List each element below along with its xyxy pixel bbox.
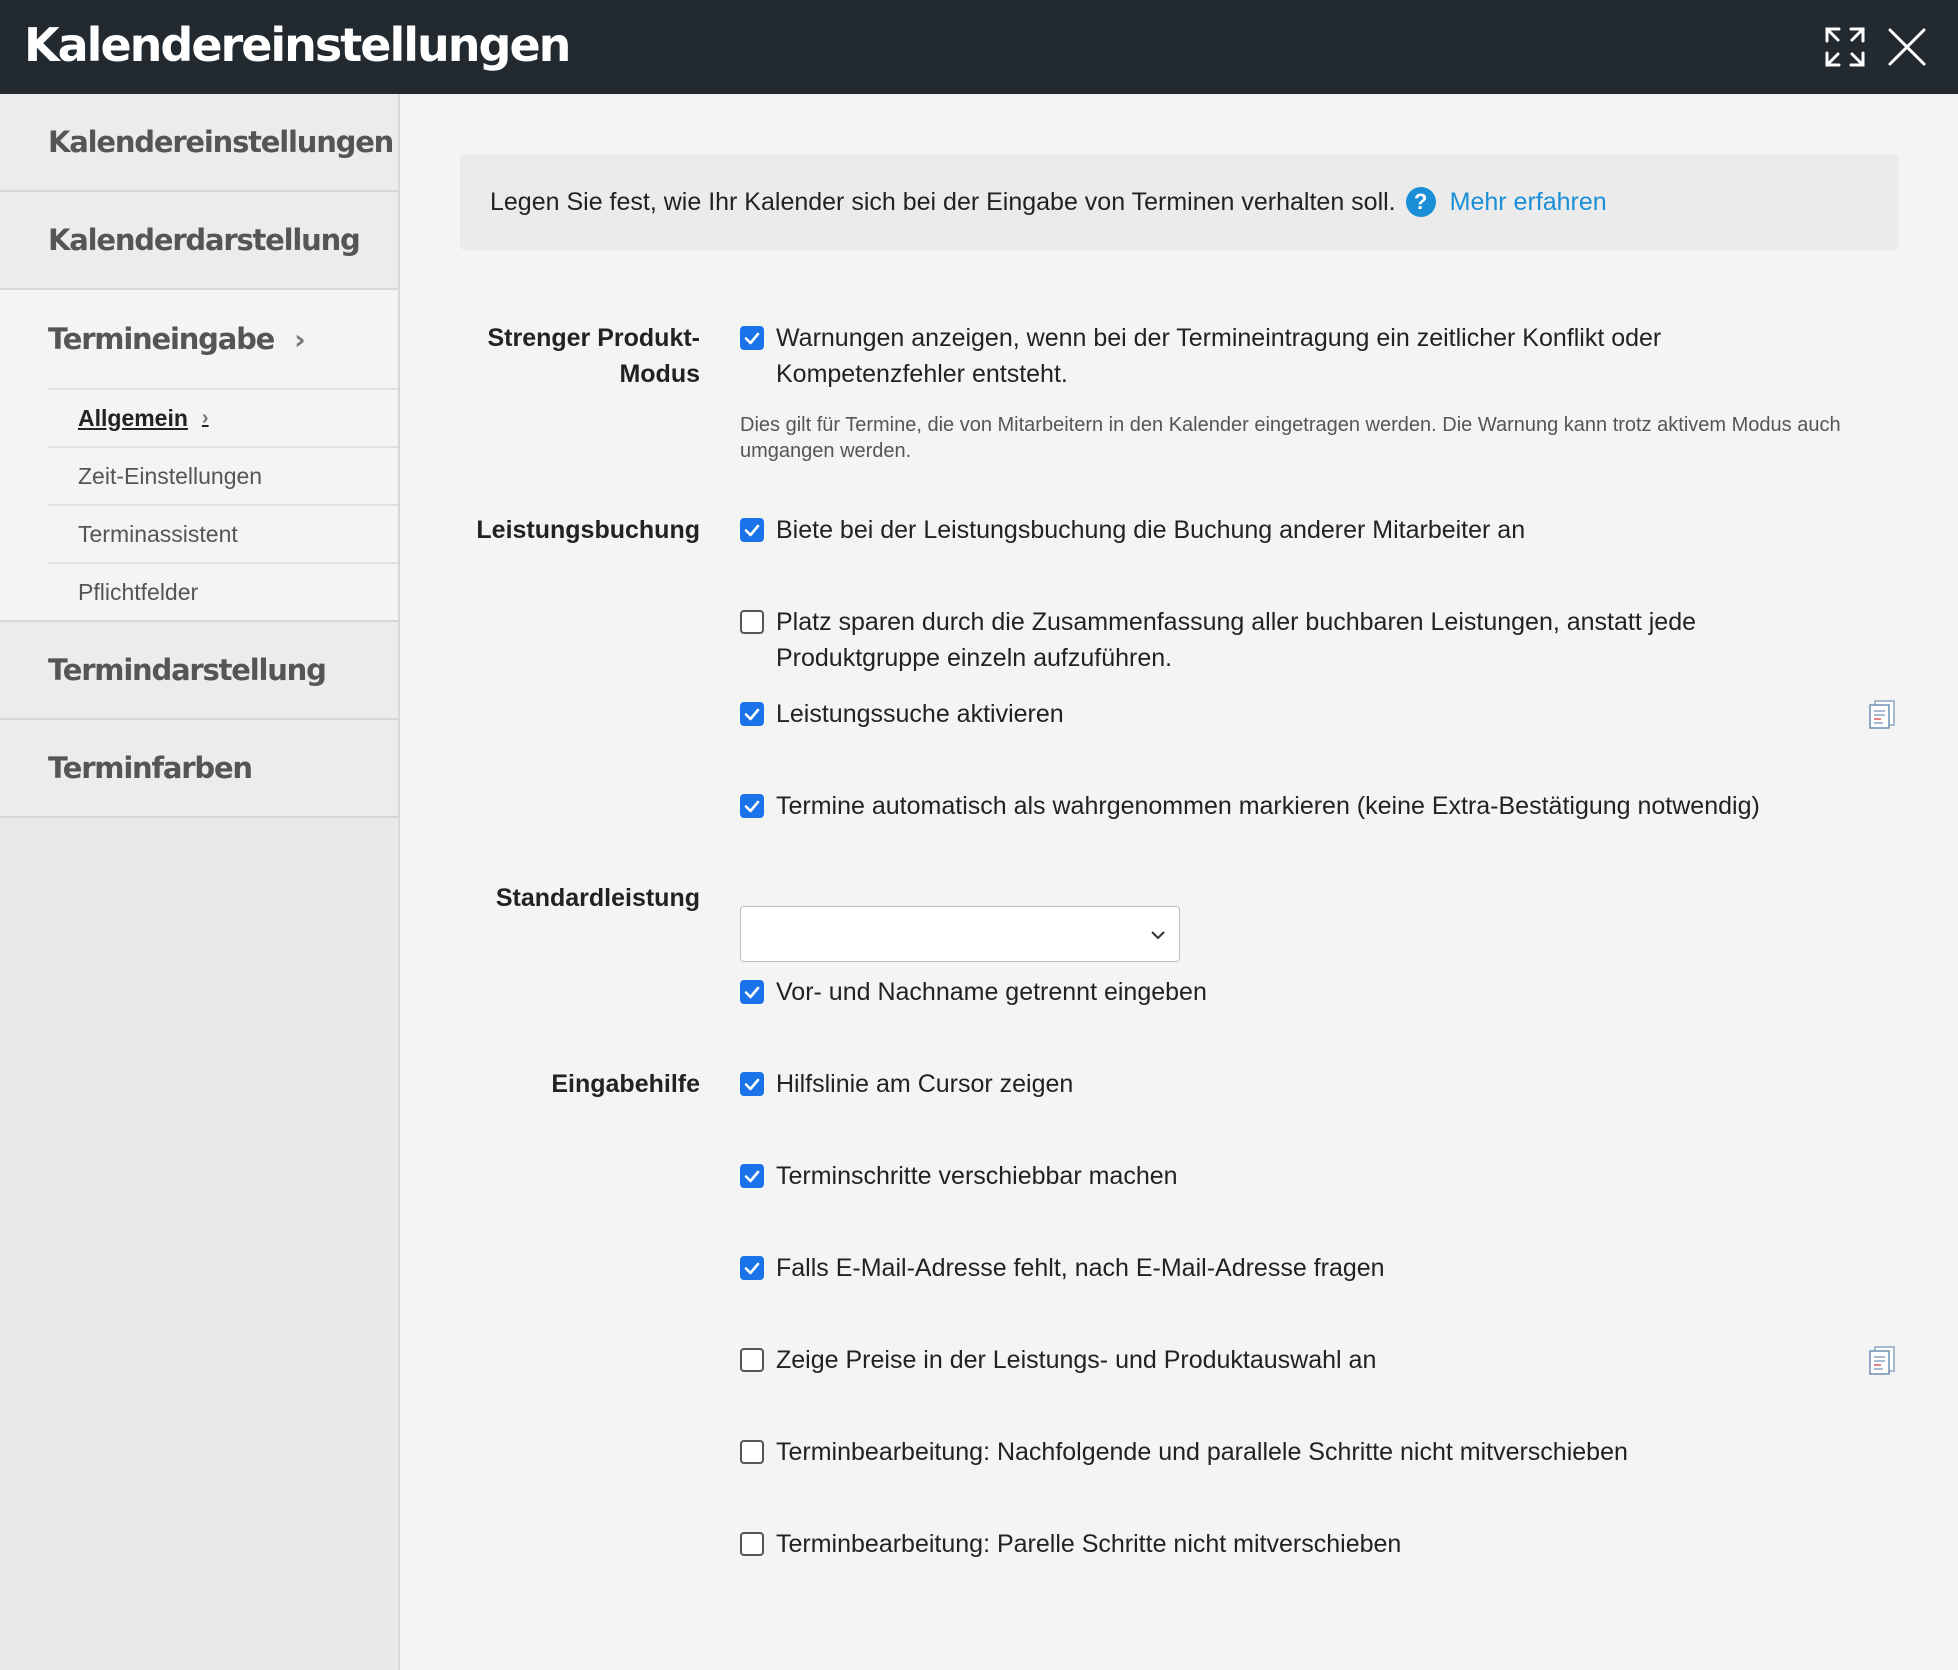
input-help-option bbox=[740, 1434, 1850, 1470]
window-title: Kalendereinstellungen bbox=[24, 18, 570, 72]
sidebar-item-termineingabe[interactable] bbox=[0, 290, 398, 388]
input-help-option bbox=[740, 1250, 1850, 1286]
sidebar-subitem-label: Terminassistent bbox=[78, 520, 238, 547]
booking-option bbox=[740, 696, 1850, 732]
booking-option bbox=[740, 788, 1850, 824]
info-text: Legen Sie fest, wie Ihr Kalender sich bei der Eingabe von Terminen verhalten soll. bbox=[490, 187, 1396, 216]
checkmark-icon bbox=[743, 1259, 761, 1277]
title-bar bbox=[0, 0, 1958, 94]
input-help-checkbox[interactable] bbox=[740, 1348, 764, 1372]
input-help-text: Terminbearbeitung: Parelle Schritte nicht mitverschieben bbox=[776, 1530, 1402, 1558]
booking-option-text: Platz sparen durch die Zusammenfassung aller buchbaren Leistungen, anstatt jede Produktgruppe einzeln aufzuführen. bbox=[776, 608, 1697, 672]
strict-mode-checkbox[interactable] bbox=[740, 326, 764, 350]
checkmark-icon bbox=[743, 983, 761, 1001]
booking-option-text: Biete bei der Leistungsbuchung die Buchung anderer Mitarbeiter an bbox=[776, 516, 1526, 544]
checkmark-icon bbox=[743, 797, 761, 815]
input-help-label: Eingabehilfe bbox=[551, 1070, 700, 1098]
input-help-option bbox=[740, 1158, 1850, 1194]
sidebar-item-termindarstellung[interactable] bbox=[0, 622, 398, 720]
input-help-checkbox[interactable] bbox=[740, 1532, 764, 1556]
checkmark-icon bbox=[743, 329, 761, 347]
sidebar-subitem-allgemein[interactable] bbox=[48, 388, 398, 446]
sidebar-subitem-zeit-einstellungen[interactable] bbox=[48, 446, 398, 504]
document-icon[interactable] bbox=[1866, 698, 1898, 730]
sidebar-subitem-pflichtfelder[interactable] bbox=[48, 562, 398, 620]
sidebar-item-label: Terminfarben bbox=[48, 751, 252, 785]
learn-more-link[interactable]: Mehr erfahren bbox=[1449, 187, 1607, 216]
input-help-text: Hilfslinie am Cursor zeigen bbox=[776, 1070, 1074, 1098]
input-help-text: Zeige Preise in der Leistungs- und Produktauswahl an bbox=[776, 1346, 1377, 1374]
checkmark-icon bbox=[743, 705, 761, 723]
sidebar-item-label: Kalendereinstellungen bbox=[48, 125, 394, 159]
info-box bbox=[460, 154, 1898, 250]
sidebar-item-kalenderdarstellung[interactable] bbox=[0, 192, 398, 290]
document-icon[interactable] bbox=[1866, 1344, 1898, 1376]
input-help-option bbox=[740, 1526, 1850, 1562]
expand-icon[interactable] bbox=[1822, 24, 1868, 70]
checkmark-icon bbox=[743, 521, 761, 539]
strict-mode-label: Strenger Produkt-Modus bbox=[487, 324, 700, 388]
sidebar-item-kalendereinstellungen[interactable] bbox=[0, 94, 398, 192]
sidebar-item-terminfarben[interactable] bbox=[0, 720, 398, 818]
booking-checkbox[interactable] bbox=[740, 794, 764, 818]
input-help-checkbox[interactable] bbox=[740, 1164, 764, 1188]
input-help-checkbox[interactable] bbox=[740, 1256, 764, 1280]
sidebar bbox=[0, 94, 400, 1670]
booking-checkbox[interactable] bbox=[740, 610, 764, 634]
default-service-label: Standardleistung bbox=[495, 884, 700, 912]
sidebar-subitem-label: Zeit-Einstellungen bbox=[78, 462, 263, 489]
sidebar-submenu bbox=[0, 388, 398, 622]
name-entry-option bbox=[740, 974, 1850, 1010]
checkmark-icon bbox=[743, 1075, 761, 1093]
booking-option-text: Termine automatisch als wahrgenommen markieren (keine Extra-Bestätigung notwendig) bbox=[776, 792, 1760, 820]
sidebar-item-label: Kalenderdarstellung bbox=[48, 223, 360, 257]
sidebar-item-label: Termindarstellung bbox=[48, 653, 326, 687]
name-entry-text: Vor- und Nachname getrennt eingeben bbox=[776, 978, 1207, 1006]
input-help-text: Terminschritte verschiebbar machen bbox=[776, 1162, 1178, 1190]
booking-option-text: Leistungssuche aktivieren bbox=[776, 700, 1064, 728]
sidebar-subitem-label: Pflichtfelder bbox=[78, 578, 199, 605]
name-entry-checkbox[interactable] bbox=[740, 980, 764, 1004]
booking-checkbox[interactable] bbox=[740, 702, 764, 726]
booking-checkbox[interactable] bbox=[740, 518, 764, 542]
booking-option bbox=[740, 604, 1850, 676]
chevron-down-icon bbox=[1147, 924, 1169, 946]
booking-label: Leistungsbuchung bbox=[476, 516, 700, 544]
sidebar-item-label: Termineingabe bbox=[48, 322, 275, 356]
default-service-select[interactable] bbox=[740, 906, 1180, 962]
settings-panel bbox=[400, 94, 1958, 1670]
sidebar-subitem-label: Allgemein bbox=[78, 404, 188, 431]
input-help-option bbox=[740, 1342, 1850, 1378]
chevron-right-icon: › bbox=[294, 322, 305, 356]
sidebar-subitem-terminassistent[interactable] bbox=[48, 504, 398, 562]
strict-mode-note: Dies gilt für Termine, die von Mitarbeitern in den Kalender eingetragen werden. Die Warnung kann trotz aktivem Modus auch umgangen werden. bbox=[740, 414, 1841, 462]
close-icon[interactable] bbox=[1884, 24, 1930, 70]
input-help-checkbox[interactable] bbox=[740, 1440, 764, 1464]
input-help-text: Falls E-Mail-Adresse fehlt, nach E-Mail-Adresse fragen bbox=[776, 1254, 1385, 1282]
checkmark-icon bbox=[743, 1167, 761, 1185]
chevron-right-icon: › bbox=[201, 406, 209, 429]
input-help-checkbox[interactable] bbox=[740, 1072, 764, 1096]
input-help-text: Terminbearbeitung: Nachfolgende und parallele Schritte nicht mitverschieben bbox=[776, 1438, 1628, 1466]
input-help-option bbox=[740, 1066, 1850, 1102]
strict-mode-text: Warnungen anzeigen, wenn bei der Termineintragung ein zeitlicher Konflikt oder Kompetenzfehler entsteht. bbox=[776, 324, 1662, 388]
booking-option bbox=[740, 512, 1850, 548]
strict-mode-option bbox=[740, 320, 1850, 392]
help-icon[interactable]: ? bbox=[1406, 187, 1436, 217]
